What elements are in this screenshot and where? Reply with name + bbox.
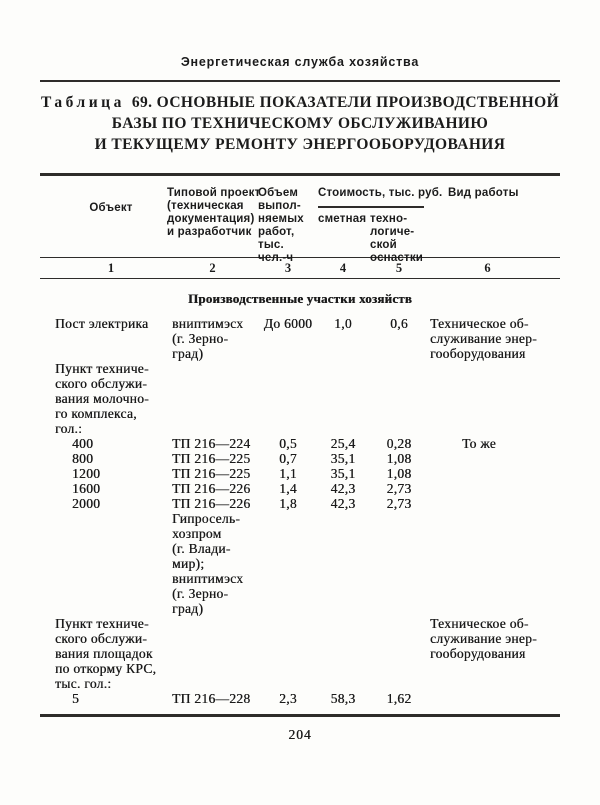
caption-line-1-text: 69. ОСНОВНЫЕ ПОКАЗАТЕЛИ ПРОИЗВОДСТВЕННОЙ xyxy=(131,94,560,111)
cell-object: 800 xyxy=(72,451,94,466)
table-row xyxy=(55,616,545,691)
column-numbers-row xyxy=(40,257,560,279)
caption-line-3: И ТЕКУЩЕМУ РЕМОНТУ ЭНЕРГООБОРУДОВАНИЯ xyxy=(94,136,506,153)
table-row xyxy=(55,511,545,616)
cell-project: вниптимэсх (г. Зерно- град) xyxy=(172,316,244,361)
column-number-3: 3 xyxy=(284,261,292,275)
caption-line-2: БАЗЫ ПО ТЕХНИЧЕСКОМУ ОБСЛУЖИВАНИЮ xyxy=(111,115,489,132)
cell-cost-tooling: 1,08 xyxy=(386,451,412,466)
table-caption xyxy=(20,92,580,155)
cell-cost-tooling: 0,6 xyxy=(390,316,408,331)
cell-project: ТП 216—228 xyxy=(172,691,251,706)
cell-object: 1200 xyxy=(72,466,101,481)
cell-object: Пункт техниче- ского обслужи- вания молочно- го комплекса, гол.: xyxy=(55,361,149,436)
cell-cost-estimate: 25,4 xyxy=(330,436,356,451)
table-row xyxy=(55,496,545,511)
header-group-cost-subcolumns xyxy=(318,213,430,265)
cell-cost-estimate: 35,1 xyxy=(330,466,356,481)
header-cell-work-type: Вид работы xyxy=(448,187,519,199)
header-cell-volume: Объем выпол- няемых работ, тыс. чел.-ч xyxy=(258,187,304,264)
table-row xyxy=(55,361,545,436)
column-number-6: 6 xyxy=(484,261,491,275)
cell-project: ТП 216—225 xyxy=(172,466,251,481)
table-bottom-rule xyxy=(40,714,560,717)
cell-project: ТП 216—225 xyxy=(172,451,251,466)
column-number-5: 5 xyxy=(395,261,403,275)
cell-object: 1600 xyxy=(72,481,101,496)
header-group-cost xyxy=(318,187,443,265)
header-cell-estimate: сметная xyxy=(318,212,367,225)
cell-object: Пункт техниче- ского обслужи- вания площадок по откорму КРС, тыс. гол.: xyxy=(55,616,157,691)
cell-cost-estimate: 42,3 xyxy=(330,481,356,496)
table-header xyxy=(40,176,560,264)
table-row xyxy=(55,436,545,451)
table-row xyxy=(55,466,545,481)
table-row xyxy=(55,481,545,496)
caption-line-1 xyxy=(20,92,580,113)
column-number-2: 2 xyxy=(209,261,216,275)
header-cell-tooling: техно- логиче- ской оснастки xyxy=(370,212,424,264)
cell-cost-estimate: 42,3 xyxy=(330,496,356,511)
cell-cost-tooling: 2,73 xyxy=(386,481,412,496)
cell-volume: 0,7 xyxy=(279,451,297,466)
column-number-1: 1 xyxy=(107,261,115,275)
cell-volume: 1,8 xyxy=(279,496,297,511)
cell-project: ТП 216—226 xyxy=(172,481,251,496)
cell-volume: 0,5 xyxy=(279,436,297,451)
cell-cost-estimate: 35,1 xyxy=(330,451,356,466)
running-head: Энергетическая служба хозяйства xyxy=(180,55,420,69)
page-number: 204 xyxy=(288,727,312,742)
cell-cost-estimate: 58,3 xyxy=(330,691,356,706)
table-row xyxy=(55,451,545,466)
table-row xyxy=(55,316,545,361)
column-number-4: 4 xyxy=(339,261,347,275)
cell-work-type: То же xyxy=(462,436,496,451)
table-row xyxy=(55,691,545,706)
cell-cost-tooling: 0,28 xyxy=(386,436,412,451)
running-head-rule xyxy=(40,80,560,82)
section-heading: Производственные участки хозяйств xyxy=(187,291,413,306)
cell-project: ТП 216—226 xyxy=(172,496,251,511)
main-table xyxy=(40,173,560,706)
cell-volume: 1,1 xyxy=(279,466,297,481)
cell-work-type: Техническое об- служивание энер- гооборудования xyxy=(430,316,537,361)
cell-project: ТП 216—224 xyxy=(172,436,251,451)
header-cell-project: Типовой проект (техническая документация) и разработчик xyxy=(167,187,261,238)
table-body xyxy=(40,279,560,706)
header-cell-object: Объект xyxy=(89,202,133,214)
cell-object: 400 xyxy=(72,436,94,451)
cell-object: Пост электрика xyxy=(55,316,149,331)
cell-cost-estimate: 1,0 xyxy=(334,316,352,331)
cell-cost-tooling: 2,73 xyxy=(386,496,412,511)
cell-work-type: Техническое об- служивание энер- гооборудования xyxy=(430,616,537,661)
cell-volume: 2,3 xyxy=(279,691,297,706)
cell-volume: До 6000 xyxy=(263,316,313,331)
cell-project: Гипросель- хозпром (г. Влади- мир); вниптимэсх (г. Зерно- град) xyxy=(172,511,244,616)
cell-volume: 1,4 xyxy=(279,481,297,496)
cell-object: 5 xyxy=(72,691,80,706)
header-group-cost-rule xyxy=(318,206,424,208)
caption-table-label: Таблица xyxy=(40,94,125,111)
cell-cost-tooling: 1,08 xyxy=(386,466,412,481)
header-group-cost-title: Стоимость, тыс. руб. xyxy=(318,187,443,199)
cell-object: 2000 xyxy=(72,496,101,511)
cell-cost-tooling: 1,62 xyxy=(386,691,412,706)
